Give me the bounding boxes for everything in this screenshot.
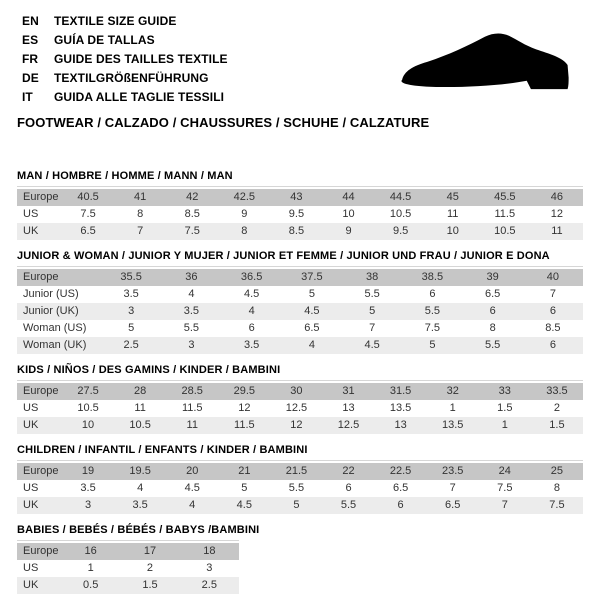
size-cell: 18 [203,545,216,557]
table-row [17,560,239,577]
table-header-row [17,189,583,206]
row-label: Europe [23,271,59,283]
language-label: GUIDE DES TAILLES TEXTILE [54,52,228,66]
size-cell: 10 [342,208,355,220]
size-cell: 8 [241,225,248,237]
size-cell: 1 [501,419,508,431]
size-cell: 10 [446,225,459,237]
table-row [17,320,583,337]
row-label: UK [23,499,39,511]
size-cell: 13 [394,419,407,431]
row-label: Europe [23,385,59,397]
size-cell: 4 [188,288,195,300]
section-title: KIDS / NIÑOS / DES GAMINS / KINDER / BAMBINI [17,364,281,376]
size-cell: 4 [308,339,315,351]
size-cell: 29.5 [233,385,256,397]
size-cell: 9.5 [392,225,409,237]
size-cell: 30 [290,385,303,397]
section-title: MAN / HOMBRE / HOMME / MANN / MAN [17,170,233,182]
size-cell: 8.5 [545,322,561,334]
size-cell: 7.5 [80,208,96,220]
size-cell: 8.5 [288,225,305,237]
size-cell: 20 [186,465,199,477]
dress-shoe-path [401,33,568,89]
language-label: GUIDA ALLE TAGLIE TESSILI [54,90,225,104]
row-label: US [23,208,39,220]
size-cell: 10.5 [129,419,151,431]
section-kids [17,363,583,434]
row-label: US [23,562,39,574]
size-cell: 7 [369,322,376,334]
size-cell: 4.5 [243,288,260,300]
size-cell: 1 [87,562,94,574]
size-cell: 40.5 [77,191,99,203]
dress-shoe-icon [399,31,577,97]
size-cell: 3 [188,339,195,351]
size-cell: 22.5 [389,465,412,477]
size-cell: 10 [81,419,95,431]
table-row [17,497,583,514]
size-cell: 4.5 [184,482,200,494]
size-cell: 3.5 [183,305,200,317]
divider [17,186,583,187]
size-cell: 11 [446,208,459,220]
row-label: Europe [23,545,59,557]
size-cell: 2.5 [201,579,217,591]
size-cell: 38.5 [421,271,444,283]
size-cell: 0.5 [83,579,99,591]
language-label: TEXTILE SIZE GUIDE [54,14,177,28]
size-cell: 23.5 [441,465,464,477]
size-cell: 13 [342,402,355,414]
size-cell: 2 [553,402,560,414]
size-cell: 46 [550,191,564,203]
size-cell: 33.5 [546,385,568,397]
size-cell: 13.5 [389,402,412,414]
size-cell: 5.5 [424,305,441,317]
size-cell: 7.5 [424,322,441,334]
size-cell: 3.5 [243,339,260,351]
size-cell: 6.5 [80,225,96,237]
size-cell: 11 [134,402,146,414]
size-cell: 11.5 [181,402,203,414]
size-cell: 31 [342,385,355,397]
size-cell: 7 [501,499,508,511]
table-header-row [17,543,239,560]
size-cell: 38 [366,271,379,283]
table-row [17,577,239,594]
size-cell: 7 [549,288,556,300]
size-cell: 4.5 [236,499,252,511]
size-table-kids [17,383,583,434]
size-cell: 13.5 [441,419,464,431]
category-heading: FOOTWEAR / CALZADO / CHAUSSURES / SCHUHE / CALZATURE [17,115,430,130]
section-babies [17,523,583,594]
size-cell: 7.5 [549,499,565,511]
language-code: ES [22,33,39,47]
size-cell: 8 [137,208,144,220]
language-label: TEXTILGRÖßENFÜHRUNG [54,71,209,85]
size-cell: 3 [206,562,213,574]
size-cell: 5.5 [288,482,305,494]
size-cell: 4.5 [304,305,320,317]
size-cell: 3.5 [132,499,148,511]
size-cell: 36 [185,271,198,283]
language-code: IT [22,90,33,104]
size-cell: 1.5 [142,579,158,591]
size-cell: 6 [549,339,556,351]
size-cell: 43 [290,191,303,203]
size-cell: 12 [550,208,564,220]
size-tables [17,169,583,594]
size-table-children [17,463,583,514]
size-table-man [17,189,583,240]
table-row [17,303,583,320]
size-cell: 44.5 [389,191,412,203]
divider [17,266,583,267]
language-code: EN [22,14,39,28]
size-cell: 6 [345,482,352,494]
size-cell: 45.5 [494,191,516,203]
size-cell: 42.5 [233,191,256,203]
row-label: UK [23,225,39,237]
size-cell: 37.5 [301,271,323,283]
table-header-row [17,383,583,400]
size-cell: 32 [446,385,459,397]
row-label: UK [23,579,39,591]
size-cell: 12.5 [285,402,308,414]
divider [17,540,239,541]
table-row [17,286,583,303]
size-cell: 11 [551,225,563,237]
table-row [17,206,583,223]
size-cell: 21.5 [285,465,308,477]
row-label: UK [23,419,39,431]
size-cell: 3.5 [123,288,139,300]
language-code: DE [22,71,39,85]
table-row [17,417,583,434]
size-cell: 22 [342,465,355,477]
language-code: FR [22,52,39,66]
size-cell: 45 [446,191,459,203]
divider [17,380,583,381]
size-cell: 24 [498,465,511,477]
size-cell: 39 [486,271,499,283]
size-cell: 4 [248,305,255,317]
size-cell: 6.5 [304,322,320,334]
size-cell: 12 [238,402,251,414]
row-label: Woman (US) [23,322,87,334]
row-label: Europe [23,465,59,477]
size-cell: 33 [498,385,511,397]
size-cell: 9 [345,225,352,237]
row-label: Europe [23,191,59,203]
size-cell: 5.5 [340,499,357,511]
size-cell: 12 [290,419,303,431]
size-cell: 35.5 [120,271,142,283]
size-cell: 44 [342,191,355,203]
size-cell: 6.5 [484,288,501,300]
size-cell: 17 [143,545,157,557]
size-cell: 3.5 [80,482,96,494]
size-cell: 25 [550,465,564,477]
size-cell: 7.5 [497,482,513,494]
size-cell: 4 [189,499,196,511]
size-cell: 21 [238,465,251,477]
size-cell: 5 [241,482,248,494]
size-table-babies [17,543,239,594]
size-cell: 31.5 [389,385,412,397]
size-cell: 7 [137,225,144,237]
size-cell: 8 [553,482,560,494]
size-cell: 16 [84,545,97,557]
size-cell: 6 [549,305,556,317]
size-cell: 6 [248,322,255,334]
size-cell: 11.5 [234,419,255,431]
size-cell: 10.5 [494,225,516,237]
table-header-row [17,269,583,286]
size-cell: 10.5 [389,208,412,220]
size-cell: 5 [293,499,300,511]
size-cell: 4 [137,482,144,494]
size-cell: 1 [449,402,456,414]
size-cell: 41 [134,191,147,203]
table-row [17,337,583,354]
size-cell: 10.5 [77,402,99,414]
size-cell: 28 [134,385,147,397]
size-cell: 6.5 [445,499,461,511]
size-cell: 5.5 [484,339,501,351]
table-row [17,480,583,497]
size-cell: 9 [241,208,248,220]
size-cell: 6 [429,288,436,300]
table-row [17,223,583,240]
row-label: US [23,482,39,494]
size-cell: 5.5 [183,322,200,334]
size-cell: 5 [369,305,376,317]
size-cell: 6.5 [392,482,409,494]
table-row [17,400,583,417]
size-cell: 4.5 [364,339,380,351]
size-cell: 1.5 [549,419,565,431]
size-cell: 27.5 [77,385,99,397]
size-cell: 2 [146,562,154,574]
size-cell: 8 [489,322,496,334]
size-cell: 12.5 [337,419,360,431]
section-title: CHILDREN / INFANTIL / ENFANTS / KINDER / BAMBINI [17,444,308,456]
size-cell: 8.5 [184,208,200,220]
divider [17,460,583,461]
row-label: Junior (US) [23,288,79,300]
section-children [17,443,583,514]
size-cell: 28.5 [181,385,203,397]
size-cell: 9.5 [288,208,305,220]
size-cell: 19.5 [129,465,151,477]
section-title: JUNIOR & WOMAN / JUNIOR Y MUJER / JUNIOR ET FEMME / JUNIOR UND FRAU / JUNIOR E DONA [17,250,550,262]
size-cell: 42 [186,191,199,203]
size-cell: 6 [489,305,496,317]
size-cell: 5 [429,339,436,351]
language-row [17,15,583,28]
size-cell: 11 [186,419,198,431]
size-cell: 5 [128,322,135,334]
size-cell: 5 [308,288,315,300]
size-cell: 7 [449,482,456,494]
row-label: Woman (UK) [23,339,87,351]
size-cell: 6 [397,499,404,511]
size-cell: 40 [546,271,559,283]
table-header-row [17,463,583,480]
size-cell: 5.5 [364,288,380,300]
size-cell: 7.5 [184,225,200,237]
size-cell: 3 [84,499,92,511]
row-label: Junior (UK) [23,305,79,317]
row-label: US [23,402,39,414]
section-title: BABIES / BEBÉS / BÉBÉS / BABYS /BAMBINI [17,524,260,536]
size-cell: 36.5 [240,271,263,283]
size-table-junior-woman [17,269,583,354]
size-cell: 3 [128,305,135,317]
size-cell: 11.5 [494,208,516,220]
size-cell: 1.5 [497,402,513,414]
section-man [17,169,583,240]
language-label: GUÍA DE TALLAS [54,33,155,47]
size-cell: 19 [81,465,95,477]
size-cell: 2.5 [123,339,139,351]
section-junior-woman [17,249,583,354]
